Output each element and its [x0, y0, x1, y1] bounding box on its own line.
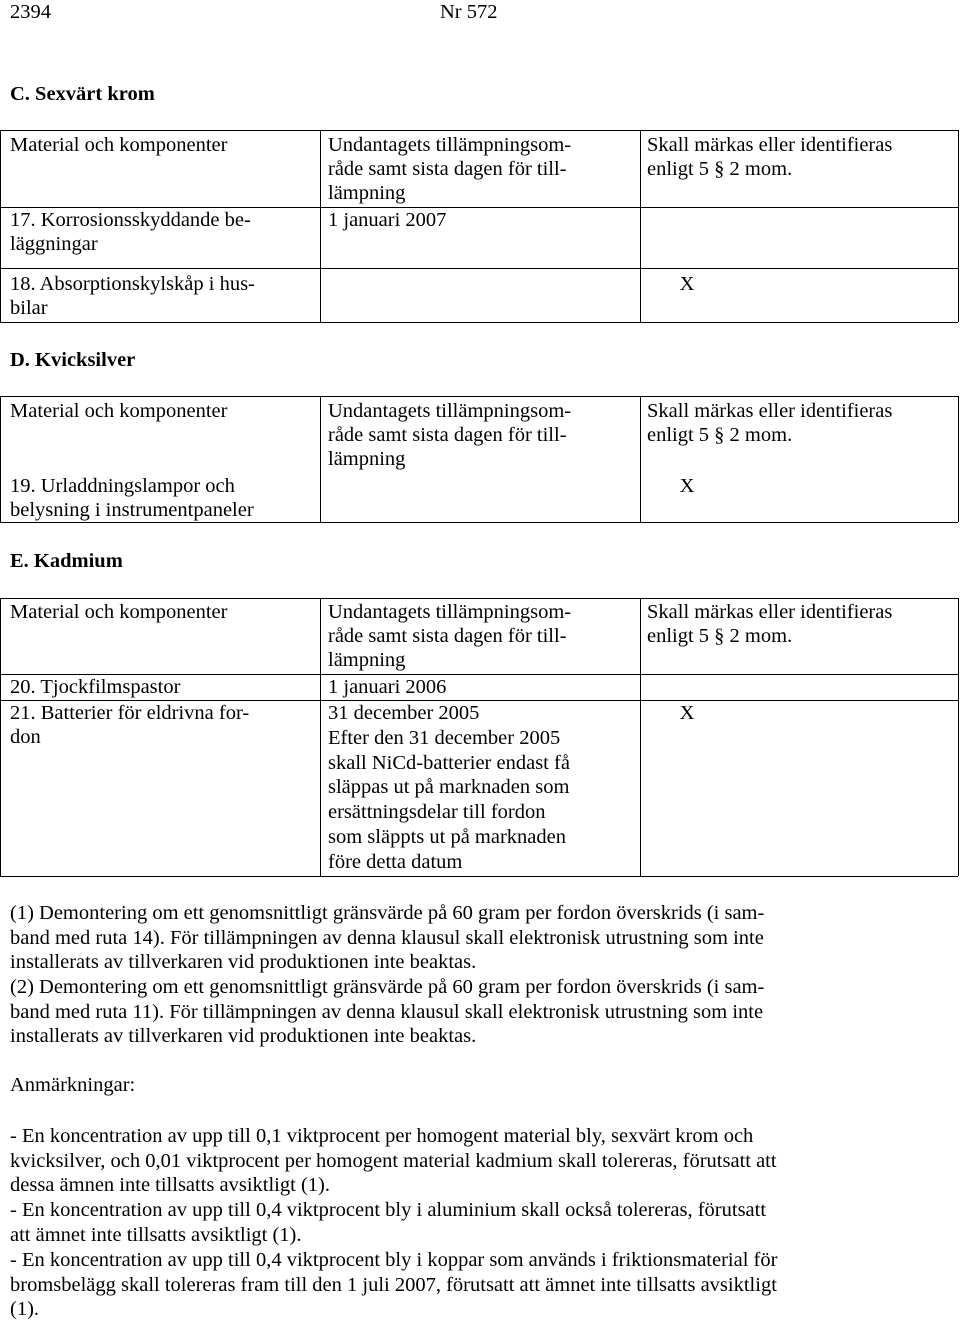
table-border: [640, 396, 641, 522]
row-19-material: 19. Urladdningslampor och belysning i instrumentpaneler: [10, 475, 254, 521]
document-number: Nr 572: [440, 1, 498, 23]
table-border: [640, 598, 641, 876]
section-c-title: C. Sexvärt krom: [10, 83, 155, 105]
table-border: [958, 130, 959, 322]
table-border: [958, 598, 959, 876]
section-e-title: E. Kadmium: [10, 550, 123, 572]
row-21-material: 21. Batterier för eldrivna for- don: [10, 702, 250, 748]
remark-item: - En koncentration av upp till 0,4 viktprocent bly i koppar som används i friktionsmaterial för bromsbelägg skall tolereras fram till den 1 juli 2007, förutsatt att ämnet inte tillsatts avsiktligt (1).: [10, 1249, 778, 1320]
remark-item: - En koncentration av upp till 0,1 viktprocent per homogent material bly, sexvärt krom och kvicksilver, och 0,01 viktprocent per homogent material kadmium skall tolereras, förutsatt att dessa ämnen inte tillsatts avsiktligt (1).: [10, 1125, 777, 1196]
table-border: [0, 268, 958, 269]
column-header-material: Material och komponenter: [10, 400, 228, 422]
column-header-exemption: Undantagets tillämpningsom- råde samt sista dagen för till- lämpning: [328, 601, 572, 671]
row-21-mark: X: [679, 702, 695, 724]
table-border: [0, 130, 1, 322]
row-21-date: 31 december 2005 Efter den 31 december 2005 skall NiCd-batterier endast få släppas ut på marknaden som ersättningsdelar till fordon som släppts ut på marknaden före detta datum: [328, 702, 570, 873]
column-header-exemption: Undantagets tillämpningsom- råde samt sista dagen för till- lämpning: [328, 400, 572, 470]
table-border: [320, 130, 321, 322]
table-border: [640, 130, 641, 322]
remarks-heading: Anmärkningar:: [10, 1074, 136, 1096]
footnote-2: (2) Demontering om ett genomsnittligt gränsvärde på 60 gram per fordon överskrids (i sam- band med ruta 11). För tillämpningen av denna klausul skall elektronisk utrustning som inte installerats av tillverkaren vid produktionen inte beaktas.: [10, 976, 765, 1047]
footnote-1: (1) Demontering om ett genomsnittligt gränsvärde på 60 gram per fordon överskrids (i sam- band med ruta 14). För tillämpningen av denna klausul skall elektronisk utrustning som inte installerats av tillverkaren vid produktionen inte beaktas.: [10, 902, 765, 973]
table-border: [320, 598, 321, 876]
table-border: [0, 876, 958, 877]
row-19-mark: X: [679, 475, 695, 497]
table-border: [0, 598, 958, 599]
table-border: [0, 396, 958, 397]
column-header-material: Material och komponenter: [10, 134, 228, 156]
row-17-date: 1 januari 2007: [328, 209, 447, 231]
row-18-mark: X: [679, 273, 695, 295]
table-border: [0, 522, 958, 523]
table-border: [320, 396, 321, 522]
page-number: 2394: [10, 1, 51, 23]
column-header-marking: Skall märkas eller identifieras enligt 5 § 2 mom.: [647, 400, 893, 446]
table-border: [0, 322, 958, 323]
column-header-exemption: Undantagets tillämpningsom- råde samt sista dagen för till- lämpning: [328, 134, 572, 204]
row-20-date: 1 januari 2006: [328, 676, 447, 698]
section-d-title: D. Kvicksilver: [10, 349, 136, 371]
column-header-marking: Skall märkas eller identifieras enligt 5 § 2 mom.: [647, 134, 893, 180]
table-border: [0, 598, 1, 876]
table-border: [0, 396, 1, 522]
column-header-material: Material och komponenter: [10, 601, 228, 623]
row-17-material: 17. Korrosionsskyddande be- läggningar: [10, 209, 251, 255]
remark-item: - En koncentration av upp till 0,4 viktprocent bly i aluminium skall också tolereras, förutsatt att ämnet inte tillsatts avsiktligt (1).: [10, 1199, 767, 1246]
row-20-material: 20. Tjockfilmspastor: [10, 676, 181, 698]
table-border: [958, 396, 959, 522]
row-18-material: 18. Absorptionskylskåp i hus- bilar: [10, 273, 255, 319]
column-header-marking: Skall märkas eller identifieras enligt 5 § 2 mom.: [647, 601, 893, 647]
table-border: [0, 130, 958, 131]
